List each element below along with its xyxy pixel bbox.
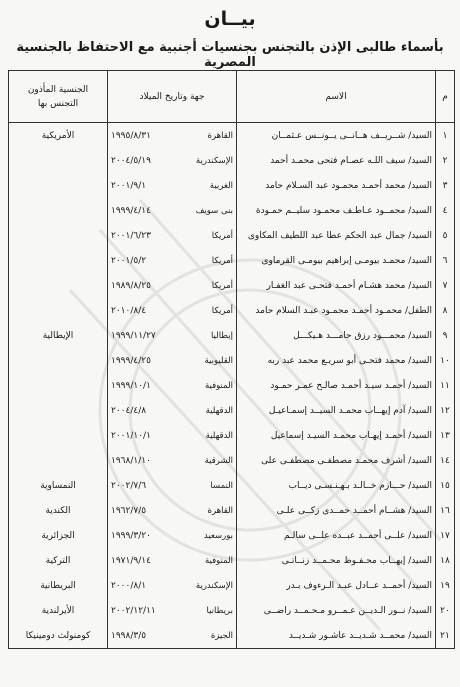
- row-name: السيد/ محمـد بيومـى إبراهيم بيومـى القرماوى: [237, 248, 436, 273]
- table-row: [9, 498, 455, 523]
- row-name: السيد/ إيهــاب محـفـوظ محـمــد زنــاتـى: [237, 548, 436, 573]
- row-birth: [108, 298, 237, 323]
- birth-place: الإسكندرية: [195, 580, 233, 591]
- birth-place: أمريكا: [211, 230, 233, 241]
- birth-place: بنى سويف: [195, 205, 233, 216]
- birth-cell: [111, 531, 233, 541]
- birth-date: ٢٠٠٢/٧/٦: [111, 480, 147, 491]
- table-row: [9, 348, 455, 373]
- birth-place: الإسكندرية: [195, 155, 233, 166]
- row-nationality: [9, 198, 108, 223]
- row-number: ١١: [436, 373, 455, 398]
- birth-place: المنوفية: [204, 555, 233, 566]
- table-row: [9, 523, 455, 548]
- row-nationality: [9, 348, 108, 373]
- table-row: [9, 323, 455, 348]
- row-birth: [108, 448, 237, 473]
- row-nationality: كومنولث دومينيكا: [9, 623, 108, 649]
- birth-cell: [111, 631, 233, 641]
- table-row: [9, 573, 455, 598]
- table-row: [9, 373, 455, 398]
- birth-date: ٢٠١٠/٨/٤: [111, 305, 147, 316]
- birth-date: ١٩٩٨/٣/٥: [111, 630, 147, 641]
- row-number: ٢١: [436, 623, 455, 649]
- row-name: السيد/ أشرف محمـد مصطفـى مصطفـى على: [237, 448, 436, 473]
- birth-date: ٢٠٠١/٩/١: [111, 180, 147, 191]
- row-number: ١٩: [436, 573, 455, 598]
- row-birth: [108, 323, 237, 348]
- birth-place: الغربية: [209, 180, 233, 191]
- birth-cell: [111, 181, 233, 191]
- table-row: [9, 198, 455, 223]
- birth-date: ١٩٩٩/١٠/١: [111, 380, 151, 391]
- row-number: ١: [436, 123, 455, 149]
- row-nationality: [9, 298, 108, 323]
- birth-place: المنوفية: [204, 380, 233, 391]
- row-name: السيد/ أحمـد إيهـاب محمـد السيـد إسماعيل: [237, 423, 436, 448]
- row-nationality: [9, 248, 108, 273]
- row-name: السيد/ محمــود عـاطـف محمـود سليــم حمـودة: [237, 198, 436, 223]
- row-birth: [108, 573, 237, 598]
- birth-cell: [111, 331, 233, 341]
- row-name: السيد/ علــى أحمــد عبــده علــى سالـم: [237, 523, 436, 548]
- birth-date: ١٩٩٩/٤/٢٥: [111, 355, 151, 366]
- row-name: السيد/ محمد أحمـد محمـود عبد السـلام حامد: [237, 173, 436, 198]
- row-birth: [108, 373, 237, 398]
- row-number: ٨: [436, 298, 455, 323]
- birth-place: الدقهلية: [205, 430, 233, 441]
- birth-cell: [111, 231, 233, 241]
- row-name: السيد/ سيف اللـه عصـام فتحى محمـد أحمد: [237, 148, 436, 173]
- birth-cell: [111, 606, 233, 616]
- birth-date: ٢٠٠٠/٨/١: [111, 580, 147, 591]
- row-nationality: النمساوية: [9, 473, 108, 498]
- row-nationality: الأيرلندية: [9, 598, 108, 623]
- row-nationality: [9, 423, 108, 448]
- row-birth: [108, 148, 237, 173]
- row-birth: [108, 173, 237, 198]
- birth-date: ٢٠٠٤/٤/٨: [111, 405, 147, 416]
- birth-date: ١٩٦٨/١/١٠: [111, 455, 151, 466]
- row-number: ١٦: [436, 498, 455, 523]
- row-birth: [108, 223, 237, 248]
- document-subtitle: بأسماء طالبى الإذن بالتجنس بجنسيات أجنبية مع الاحتفاظ بالجنسية المصرية: [16, 40, 444, 70]
- header-nationality: [9, 71, 108, 123]
- row-number: ٦: [436, 248, 455, 273]
- birth-cell: [111, 256, 233, 266]
- row-nationality: [9, 223, 108, 248]
- birth-place: النمسا: [210, 480, 233, 491]
- row-nationality: الأمريكية: [9, 123, 108, 149]
- birth-cell: [111, 456, 233, 466]
- row-number: ١٨: [436, 548, 455, 573]
- table-row: [9, 473, 455, 498]
- row-number: ١٠: [436, 348, 455, 373]
- birth-place: إيطاليا: [210, 330, 233, 341]
- row-name: السيد/ محمـــود رزق حامـــد هـيكـــل: [237, 323, 436, 348]
- row-nationality: الجزائرية: [9, 523, 108, 548]
- row-number: ١٢: [436, 398, 455, 423]
- birth-place: بورسعيد: [203, 530, 233, 541]
- birth-place: الشرقية: [204, 455, 233, 466]
- row-nationality: [9, 148, 108, 173]
- header-num: م: [436, 71, 455, 123]
- row-number: ٢: [436, 148, 455, 173]
- row-number: ٥: [436, 223, 455, 248]
- birth-cell: [111, 481, 233, 491]
- row-birth: [108, 598, 237, 623]
- row-name: السيد/ محمد هشـام أحمـد فتحـى عبد الغفـار: [237, 273, 436, 298]
- row-birth: [108, 473, 237, 498]
- birth-date: ١٩٨٩/٨/٢٥: [111, 280, 151, 291]
- row-birth: [108, 498, 237, 523]
- table-row: [9, 398, 455, 423]
- row-name: الطفل/ محمـود أحمـد محمـود عبـد السلام حامد: [237, 298, 436, 323]
- row-name: السيد/ محمد فتحـى أبو سريـع محمد عبد ربه: [237, 348, 436, 373]
- row-name: السيد/ هشــام أحمــد حمــدى زكــى علـى: [237, 498, 436, 523]
- birth-date: ٢٠٠١/٥/٢: [111, 255, 147, 266]
- row-nationality: الكندية: [9, 498, 108, 523]
- header-name: الاسم: [237, 71, 436, 123]
- birth-place: الدقهلية: [205, 405, 233, 416]
- row-nationality: الإيطالية: [9, 323, 108, 348]
- table-row: [9, 248, 455, 273]
- row-name: السيد/ جمال عبد الحكم عطا عبد اللطيف المكاوى: [237, 223, 436, 248]
- header-nationality-line1: الجنسية المأذون: [27, 84, 89, 95]
- row-number: ١٧: [436, 523, 455, 548]
- birth-place: أمريكا: [211, 305, 233, 316]
- birth-cell: [111, 406, 233, 416]
- birth-date: ١٩٩٩/٣/٢٠: [111, 530, 151, 541]
- row-name: السيد/ محمــد شـديــد عاشـور شـديــد: [237, 623, 436, 649]
- table-row: [9, 273, 455, 298]
- table-row: [9, 598, 455, 623]
- birth-date: ٢٠٠١/٦/٢٣: [111, 230, 151, 241]
- table-row: [9, 173, 455, 198]
- birth-date: ٢٠٠٤/٥/١٩: [111, 155, 151, 166]
- row-number: ٢٠: [436, 598, 455, 623]
- table-row: [9, 148, 455, 173]
- birth-cell: [111, 206, 233, 216]
- table-row: [9, 423, 455, 448]
- row-birth: [108, 548, 237, 573]
- birth-date: ١٩٩٩/٤/١٤: [111, 205, 151, 216]
- birth-place: القليوبية: [204, 355, 233, 366]
- table-row: [9, 223, 455, 248]
- header-nationality-line2: التجنس بها: [37, 98, 79, 109]
- row-name: السيد/ نــور الـديــن عـمــرو مـحـمــد راضــى: [237, 598, 436, 623]
- birth-place: أمريكا: [211, 280, 233, 291]
- birth-place: الجيزة: [210, 630, 233, 641]
- birth-date: ١٩٦٢/٧/٥: [111, 505, 147, 516]
- birth-place: القاهرة: [207, 505, 233, 516]
- row-nationality: [9, 398, 108, 423]
- birth-cell: [111, 131, 233, 141]
- row-nationality: [9, 273, 108, 298]
- birth-cell: [111, 431, 233, 441]
- birth-cell: [111, 306, 233, 316]
- row-nationality: البريطانية: [9, 573, 108, 598]
- birth-cell: [111, 281, 233, 291]
- row-number: ٧: [436, 273, 455, 298]
- row-number: ١٣: [436, 423, 455, 448]
- row-name: السيد/ حـــازم خــالـد بـهـنـسـى ديــاب: [237, 473, 436, 498]
- birth-place: أمريكا: [211, 255, 233, 266]
- row-name: السيد/ أحمـد سيـد أحمـد صالـح عمـر حمـود: [237, 373, 436, 398]
- table-row: [9, 448, 455, 473]
- applicants-table: [8, 70, 455, 649]
- birth-cell: [111, 506, 233, 516]
- birth-date: ٢٠٠٢/١٢/١١: [111, 605, 156, 616]
- row-birth: [108, 198, 237, 223]
- row-birth: [108, 523, 237, 548]
- row-nationality: [9, 448, 108, 473]
- row-birth: [108, 348, 237, 373]
- table-row: [9, 298, 455, 323]
- row-nationality: [9, 173, 108, 198]
- birth-cell: [111, 356, 233, 366]
- table-header-row: [9, 71, 455, 123]
- row-birth: [108, 623, 237, 649]
- row-number: ١٤: [436, 448, 455, 473]
- birth-date: ٢٠٠١/١٠/١: [111, 430, 151, 441]
- birth-place: القاهرة: [207, 130, 233, 141]
- row-number: ١٥: [436, 473, 455, 498]
- birth-date: ١٩٩٥/٨/٣١: [111, 130, 151, 141]
- table-row: [9, 548, 455, 573]
- birth-cell: [111, 156, 233, 166]
- birth-date: ١٩٩٩/١١/٢٧: [111, 330, 156, 341]
- row-name: السيد/ آدم إيهــاب محمـد السيــد إسمـاعيـل: [237, 398, 436, 423]
- row-name: السيد/ شــريــف هــانــى يــونــس عـثمــان: [237, 123, 436, 149]
- row-number: ٣: [436, 173, 455, 198]
- row-nationality: التركية: [9, 548, 108, 573]
- row-nationality: [9, 373, 108, 398]
- row-birth: [108, 423, 237, 448]
- row-birth: [108, 248, 237, 273]
- row-birth: [108, 398, 237, 423]
- birth-cell: [111, 381, 233, 391]
- birth-place: بريطانيا: [206, 605, 233, 616]
- birth-cell: [111, 581, 233, 591]
- row-name: السيد/ أحمــد عــادل عبـد الـرءوف بـدر: [237, 573, 436, 598]
- birth-date: ١٩٧١/٩/١٤: [111, 555, 151, 566]
- row-birth: [108, 273, 237, 298]
- header-birth: جهة وتاريخ الميلاد: [108, 71, 237, 123]
- row-birth: [108, 123, 237, 149]
- row-number: ٤: [436, 198, 455, 223]
- table-row: [9, 123, 455, 149]
- document-title: بيــان: [204, 8, 256, 30]
- row-number: ٩: [436, 323, 455, 348]
- table-row: [9, 623, 455, 649]
- birth-cell: [111, 556, 233, 566]
